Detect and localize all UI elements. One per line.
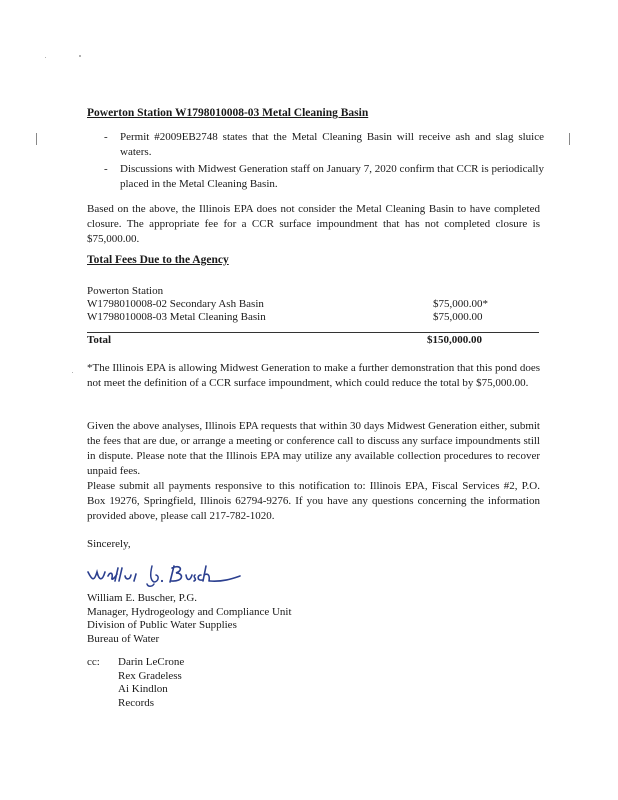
signer-bureau: Bureau of Water [87, 632, 160, 645]
margin-mark [569, 133, 570, 145]
fee-amount: $75,000.00 [433, 311, 483, 323]
scan-speck [72, 372, 73, 373]
signature-block [87, 592, 292, 646]
bullet-dash: - [104, 163, 108, 175]
fee-row [87, 310, 539, 324]
cc-label: cc: [87, 656, 100, 668]
scan-speck [79, 55, 81, 57]
fee-row [87, 297, 539, 311]
fee-label: W1798010008-02 Secondary Ash Basin [87, 298, 264, 310]
payment-paragraph: Please submit all payments responsive to this notification to: Illinois EPA, Fiscal Services #2, P.O. Box 19276, Springfield, Illinois 62794-9276. If you have any questions concerning the information provided above, please call 217-782-1020. [87, 480, 540, 522]
signer-name: William E. Buscher, P.G. [87, 592, 198, 604]
fees-station [87, 284, 539, 298]
list-item [104, 130, 544, 159]
signer-title: Manager, Hydrogeology and Compliance Unit [87, 605, 292, 618]
total-row [87, 334, 539, 346]
total-label: Total [87, 334, 112, 346]
footnote-paragraph: *The Illinois EPA is allowing Midwest Generation to make a further demonstration that this pond does not meet the definition of a CCR surface impoundment, which could reduce the total by $75,000.00. [87, 362, 540, 389]
list-item [104, 162, 544, 191]
cc-recipient: Darin LeCrone [118, 656, 185, 668]
bullet-text: Permit #2009EB2748 states that the Metal Cleaning Basin will receive ash and slag sluice waters. [120, 131, 544, 158]
cc-recipient: Rex Gradeless [118, 669, 182, 682]
signature-image [84, 560, 244, 590]
section-heading: Powerton Station W1798010008-03 Metal Cleaning Basin [87, 107, 369, 119]
bullet-dash: - [104, 131, 108, 143]
total-amount: $150,000.00 [427, 334, 482, 346]
closing: Sincerely, [87, 538, 131, 550]
margin-mark [36, 133, 37, 145]
station-label: Powerton Station [87, 285, 164, 297]
fee-amount: $75,000.00* [433, 298, 488, 310]
total-divider [87, 332, 539, 333]
request-paragraph: Given the above analyses, Illinois EPA requests that within 30 days Midwest Generation either, submit the fees that are due, or arrange a meeting or conference call to discuss any surface impoundments still in dispute. Please note that the Illinois EPA may utilize any available collection procedures to recover unpaid fees. [87, 420, 540, 477]
fee-label: W1798010008-03 Metal Cleaning Basin [87, 311, 266, 323]
signer-division: Division of Public Water Supplies [87, 619, 237, 631]
cc-recipient: Records [118, 696, 155, 709]
bullet-list [104, 130, 544, 194]
cc-list [118, 656, 184, 710]
closure-paragraph: Based on the above, the Illinois EPA does not consider the Metal Cleaning Basin to have completed closure. The appropriate fee for a CCR surface impoundment that has not completed closure is $75,000.00. [87, 203, 540, 245]
fees-title: Total Fees Due to the Agency [87, 254, 229, 266]
signature-dot [161, 580, 163, 582]
cc-recipient: Ai Kindlon [118, 683, 168, 695]
bullet-text: Discussions with Midwest Generation staff on January 7, 2020 confirm that CCR is periodically placed in the Metal Cleaning Basin. [120, 163, 544, 190]
scan-speck [45, 57, 46, 58]
